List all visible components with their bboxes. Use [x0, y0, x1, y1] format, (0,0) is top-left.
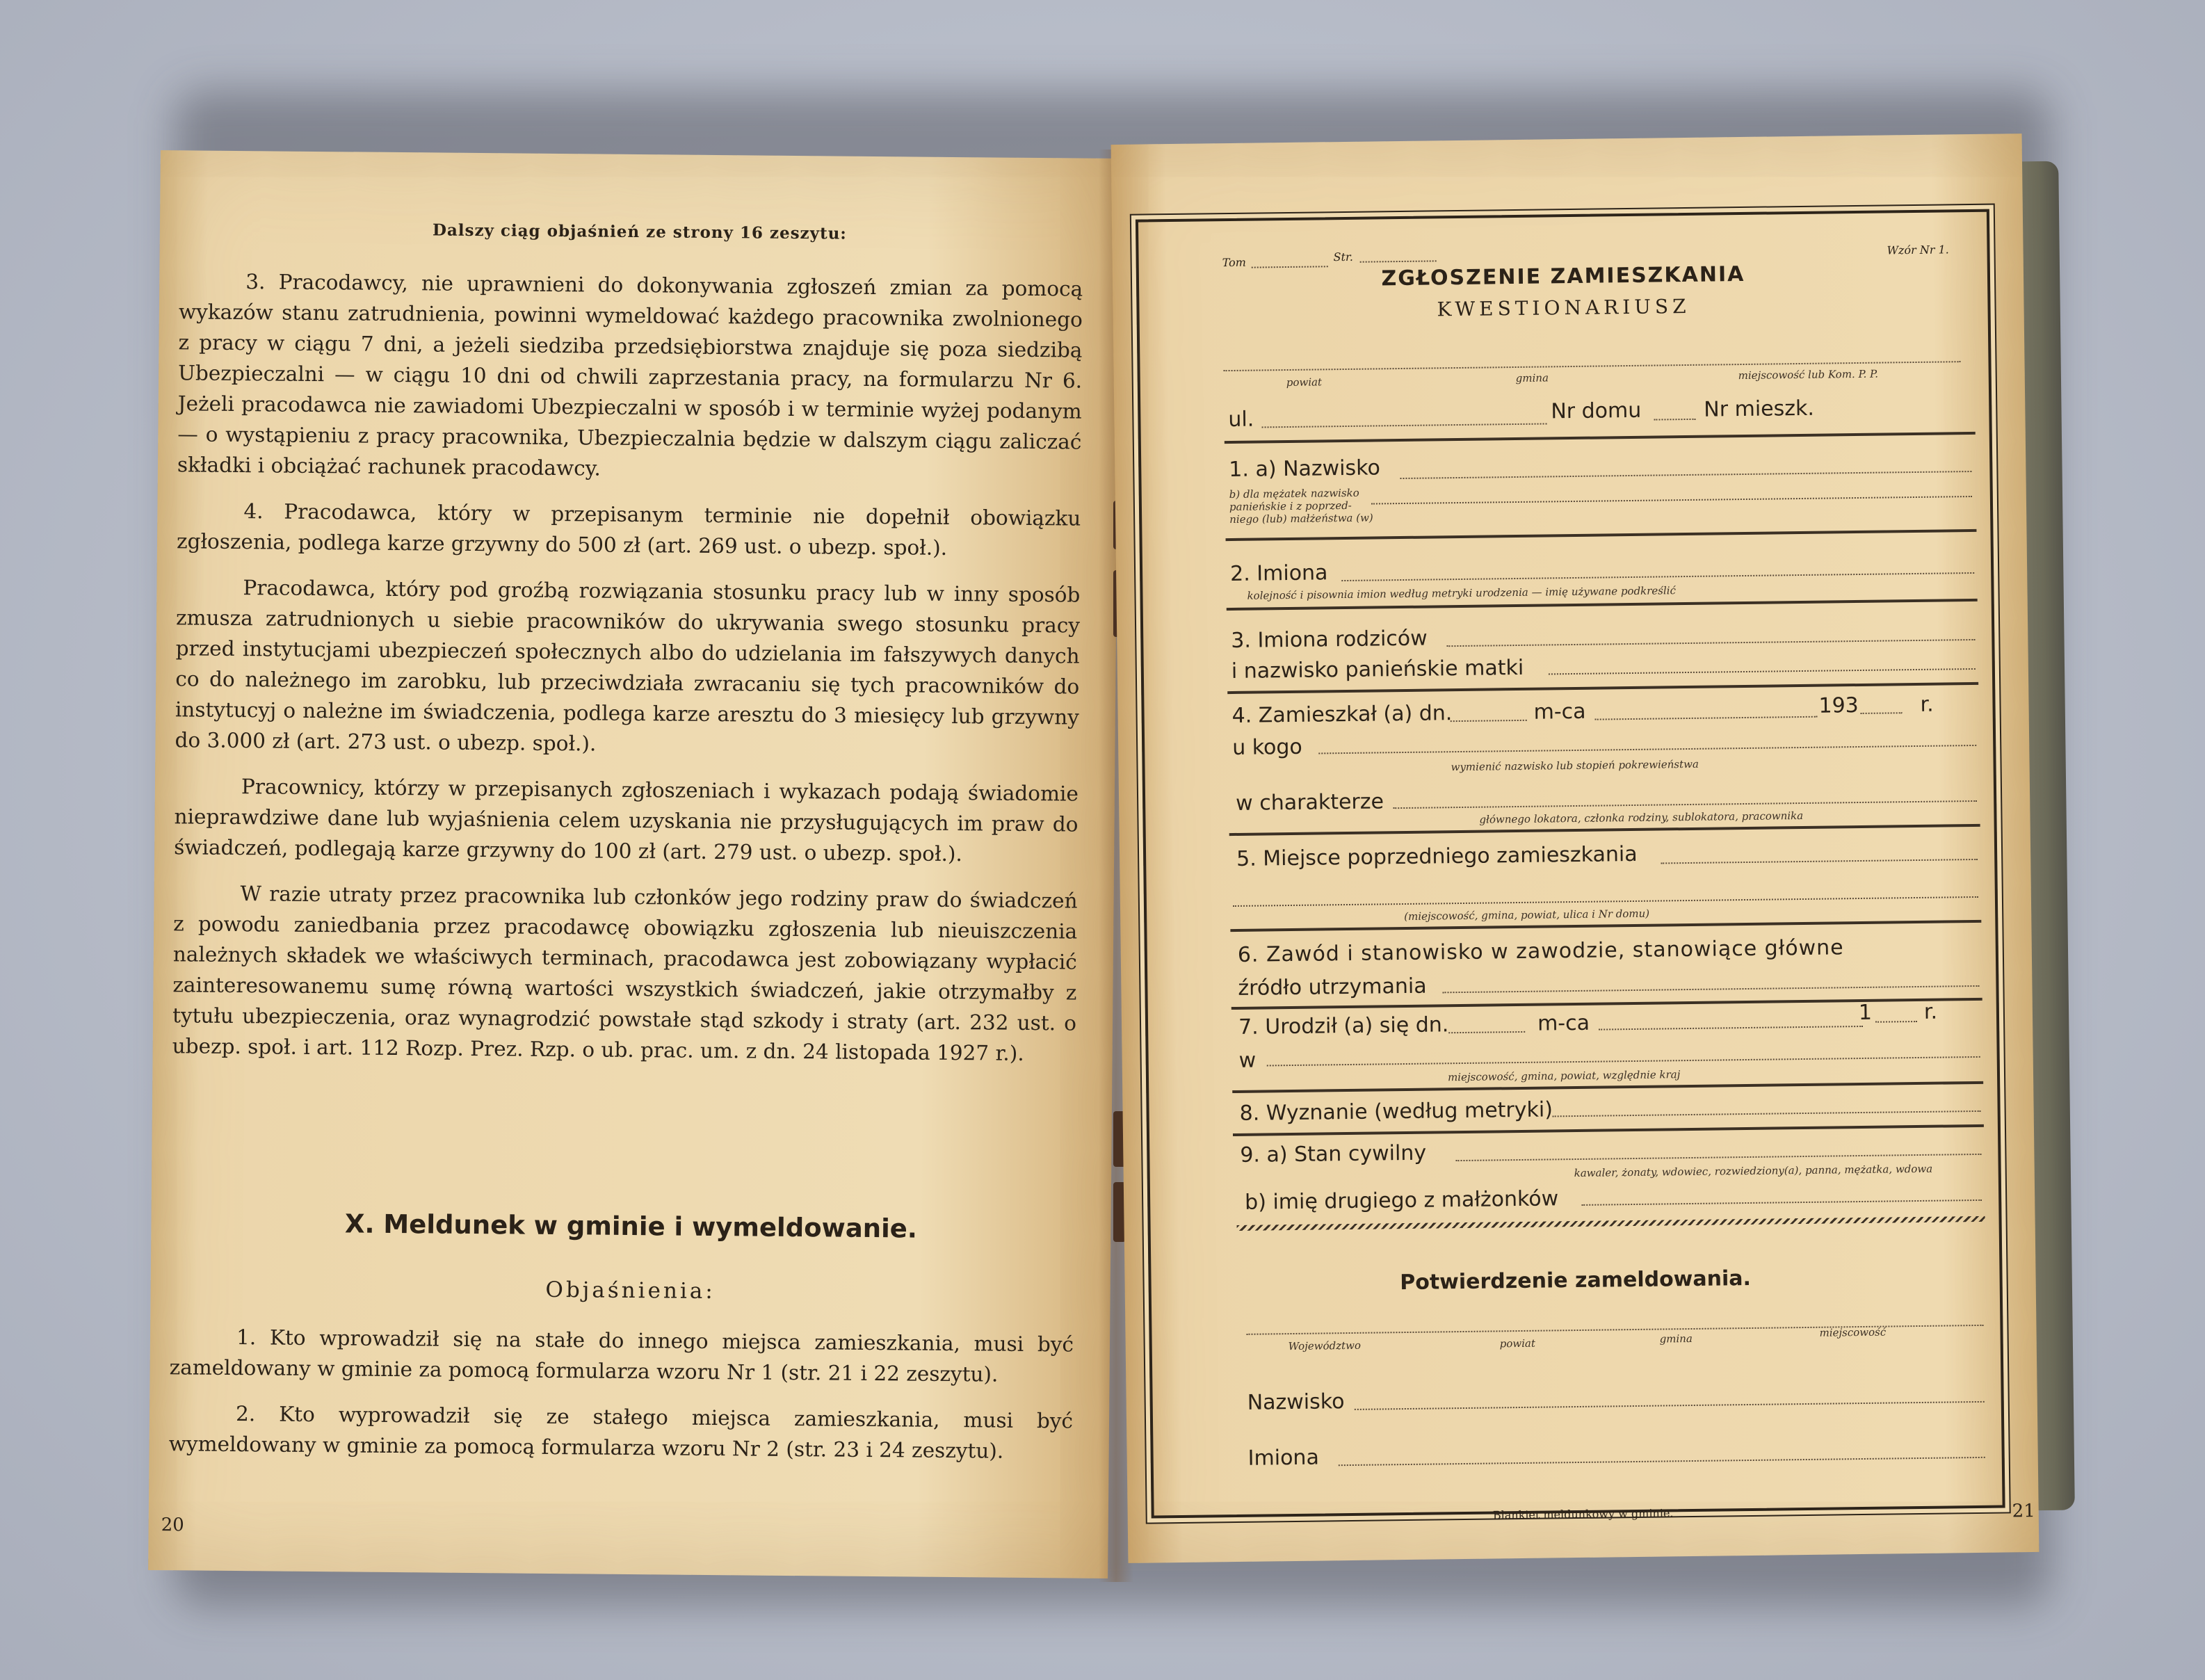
registration-form	[1136, 209, 2005, 1519]
left-page	[148, 150, 1120, 1578]
gmina-hint: gmina	[1515, 371, 1549, 385]
flat-number-label: Nr mieszk.	[1704, 396, 1815, 422]
q7-birth-date-label: 7. Urodził (a) się dn.	[1238, 1012, 1449, 1040]
q3-mother-maiden-label: i nazwisko panieńskie matki	[1231, 655, 1524, 684]
explanation-2: 2. Kto wyprowadził się ze stałego miejsca zamieszkania, musi być wymeldowany w gminie za pomocą formularza wzoru Nr 2 (str. 23 i 24 zeszytu).	[168, 1402, 1074, 1463]
form-title: ZGŁOSZENIE ZAMIESZKANIA	[1381, 261, 1745, 291]
q7-year-prefix: 1	[1858, 1000, 1873, 1026]
powiat-hint: powiat	[1286, 375, 1323, 389]
q8-religion-label: 8. Wyznanie (według metryki)	[1239, 1097, 1553, 1126]
paragraph-false-data: Pracownicy, którzy w przepisanych zgłoszeniach i wykazach podają świadomie nieprawdziwe dane lub wyjaśnienia celem uzyskania nie przysługujących im praw do świadczeń, podlegają karze grzywny do 100 zł (art. 279 ust. o ubezp. społ.).	[174, 775, 1079, 866]
confirm-names-label: Imiona	[1247, 1445, 1320, 1471]
q4-month-label: m-ca	[1533, 699, 1586, 725]
q7-year-suffix: r.	[1923, 999, 1938, 1024]
paragraph-employer-coercion: Pracodawca, który pod groźbą rozwiązania stosunku pracy lub w inny sposób zmusza zatrudnionych u siebie pracowników do ukrywania swego stosunku pracy przed instytucjami ubezpieczeń społecznych albo do udzielania im fałszywych danych co do należnego im zarobku, lub przeciwdziała zwracaniu się tych pracowników do instytucyj o należne im świadczenia, podlega karze aresztu do 3 miesięcy lub grzywny do 3.000 zł (art. 273 ust. o ubezp. społ.).	[175, 576, 1081, 756]
confirm-locality-hint: miejscowość	[1819, 1325, 1887, 1339]
q7-hint: miejscowość, gmina, powiat, względnie kraj	[1447, 1068, 1681, 1084]
capacity-field[interactable]	[1393, 800, 1977, 809]
q2-hint: kolejność i pisownia imion według metryki urodzenia — imię używane podkreślić	[1247, 584, 1677, 602]
form-model-number: Wzór Nr 1.	[1887, 243, 1949, 257]
q5-previous-residence-label: 5. Miejsce poprzedniego zamieszkania	[1236, 841, 1638, 871]
confirm-surname-label: Nazwisko	[1247, 1389, 1345, 1415]
birth-place-field[interactable]	[1267, 1056, 1980, 1067]
separator	[1233, 1124, 1984, 1136]
house-number-label: Nr domu	[1551, 398, 1642, 424]
tom-label: Tom	[1222, 255, 1247, 270]
confirm-powiat-hint: powiat	[1499, 1336, 1536, 1350]
q9a-civil-status-label: 9. a) Stan cywilny	[1240, 1140, 1427, 1168]
q9a-hint: kawaler, żonaty, wdowiec, rozwiedziony(a), panna, mężatka, wdowa	[1574, 1162, 1933, 1180]
str-field[interactable]	[1360, 260, 1437, 262]
paragraph-3: 3. Pracodawcy, nie uprawnieni do dokonywania zgłoszeń zmian za pomocą wykazów stanu zatrudnienia, powinni wymeldować każdego pracownika zwolnionego z pracy w ciągu 7 dni, a jeżeli siedziba przedsiębiorstwa znajduje się poza siedzibą Ubezpieczalni — w ciągu 10 dni od chwili zaprzestania pracy, na formularzu Nr 6. Jeżeli pracodawca nie zawiadomi Ubezpieczalni w sposób i w terminie wyżej podanym — o wystąpieniu z pracy pracownika, Ubezpieczalnia będzie w dalszym ciągu zaliczać składki i obciążać rachunek pracodawcy.	[177, 270, 1083, 480]
q6-income-label: źródło utrzymania	[1238, 974, 1427, 1001]
religion-field[interactable]	[1553, 1110, 1981, 1117]
house-number-field[interactable]	[1654, 419, 1695, 421]
street-field[interactable]	[1262, 423, 1547, 428]
q2-names-label: 2. Imiona	[1229, 560, 1328, 587]
left-page-text	[148, 150, 1120, 1578]
q1-hint-1: b) dla mężatek nazwisko	[1229, 486, 1359, 501]
confirm-names-field[interactable]	[1339, 1457, 1985, 1466]
page-number-right: 21	[2012, 1500, 2035, 1522]
str-label: Str.	[1333, 250, 1354, 264]
q4-with-whom-hint: wymienić nazwisko lub stopień pokrewieństwa	[1451, 757, 1699, 774]
form-footer: Blankiet meldunkowy w gminie.	[1492, 1506, 1674, 1522]
residence-year-field[interactable]	[1861, 712, 1903, 714]
wavy-separator	[1237, 1216, 1985, 1231]
residence-day-field[interactable]	[1451, 720, 1527, 722]
with-whom-field[interactable]	[1318, 745, 1976, 754]
explanations-text	[168, 1321, 1074, 1482]
birth-month-field[interactable]	[1599, 1026, 1863, 1031]
maiden-name-field[interactable]	[1371, 496, 1972, 505]
q5-hint: (miejscowość, gmina, powiat, ulica i Nr domu)	[1404, 907, 1650, 923]
locality-hint: miejscowość lub Kom. P. P.	[1738, 367, 1879, 382]
q6-occupation-label: 6. Zawód i stanowisko w zawodzie, stanowiące główne	[1237, 935, 1844, 967]
separator	[1227, 682, 1978, 694]
birth-day-field[interactable]	[1448, 1031, 1525, 1033]
residence-month-field[interactable]	[1595, 716, 1818, 720]
q4-year-suffix: r.	[1920, 692, 1934, 717]
right-page	[1111, 134, 2040, 1563]
q4-capacity-label: w charakterze	[1235, 789, 1384, 816]
q4-capacity-hint: głównego lokatora, członka rodziny, sublokatora, pracownika	[1479, 809, 1804, 826]
q7-place-label: w	[1238, 1048, 1257, 1073]
separator	[1225, 432, 1976, 444]
separator	[1232, 1081, 1983, 1093]
spouse-field[interactable]	[1581, 1200, 1982, 1206]
q4-with-whom-label: u kogo	[1231, 734, 1303, 761]
names-field[interactable]	[1341, 572, 1974, 581]
q1-hint-2: panieńskie i z poprzed-	[1229, 499, 1352, 514]
street-label: ul.	[1228, 407, 1254, 433]
q4-year-prefix: 193	[1818, 693, 1859, 718]
continuation-header: Dalszy ciąg objaśnień ze strony 16 zeszytu:	[432, 220, 847, 243]
confirmation-title: Potwierdzenie zameldowania.	[1400, 1266, 1752, 1295]
separator	[1229, 824, 1980, 836]
q1-hint-3: niego (lub) małżeństwa (w)	[1229, 511, 1373, 526]
confirm-surname-field[interactable]	[1355, 1401, 1985, 1410]
q9b-spouse-label: b) imię drugiego z małżonków	[1244, 1186, 1559, 1215]
q4-residence-date-label: 4. Zamieszkał (a) dn.	[1231, 701, 1453, 729]
explanation-1: 1. Kto wprowadził się na stałe do innego miejsca zamieszkania, musi być zameldowany w gminie za pomocą formularza wzoru Nr 1 (str. 21 i 22 zeszytu).	[169, 1325, 1074, 1387]
separator	[1226, 529, 1977, 541]
civil-status-field[interactable]	[1455, 1154, 1981, 1161]
form-subtitle: KWESTIONARIUSZ	[1437, 294, 1690, 321]
voivodeship-hint: Województwo	[1288, 1339, 1362, 1353]
confirm-gmina-hint: gmina	[1659, 1332, 1693, 1346]
paragraph-4: 4. Pracodawca, który w przepisanym terminie nie dopełnił obowiązku zgłoszenia, podlega karze grzywny do 500 zł (art. 269 ust. o ubezp. społ.).	[176, 499, 1081, 560]
paragraph-loss-of-rights: W razie utraty przez pracownika lub członków jego rodziny praw do świadczeń z powodu zaniedbania przez pracodawcę obowiązku zgłoszenia lub nieuiszczenia należnych składek we właściwych terminach, pracodawca jest zobowiązany wypłacić zainteresowanemu sumę równą wartości wszystkich świadczeń, jakie otrzymałby z tytułu ubezpieczenia, oraz wynagrodzić powstałe stąd szkody i straty (art. 232 ust. o ubezp. społ. i art. 112 Rozp. Prez. Rzp. o ub. prac. um. z dn. 24 listopada 1927 r.).	[172, 882, 1078, 1065]
previous-residence-field-1[interactable]	[1661, 859, 1978, 864]
page-number-left: 20	[161, 1515, 184, 1536]
q7-month-label: m-ca	[1537, 1010, 1590, 1036]
q1-surname-label: 1. a) Nazwisko	[1229, 455, 1381, 483]
occupation-field[interactable]	[1443, 985, 1980, 993]
section-title: X. Meldunek w gminie i wymeldowanie.	[344, 1209, 918, 1244]
birth-year-field[interactable]	[1875, 1021, 1917, 1023]
previous-residence-field-2[interactable]	[1233, 896, 1978, 907]
parents-field[interactable]	[1446, 639, 1975, 647]
q3-parents-label: 3. Imiona rodziców	[1231, 626, 1428, 654]
explanations-heading: Objaśnienia:	[545, 1277, 716, 1305]
regulations-text	[172, 266, 1083, 1084]
mother-maiden-field[interactable]	[1549, 668, 1976, 675]
separator	[1230, 920, 1981, 932]
surname-field[interactable]	[1400, 471, 1971, 479]
